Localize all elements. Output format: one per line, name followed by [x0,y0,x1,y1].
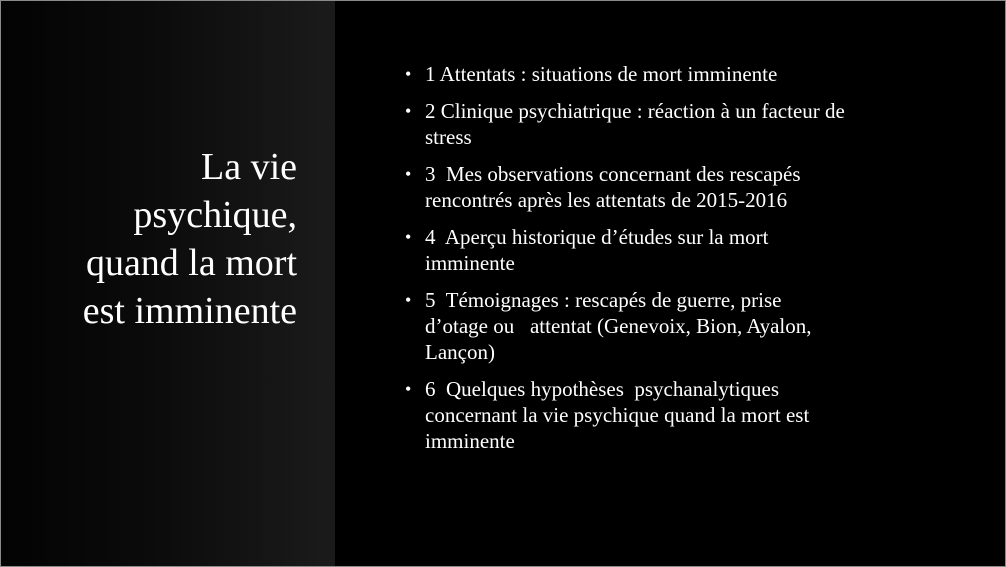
bullet-dot: • [405,164,412,184]
bullet-text: imminente [425,429,515,453]
bullet-item [401,287,941,365]
bullet-text: d’otage ou attentat (Genevoix, Bion, Ayalon, [425,314,812,338]
bullet-dot: • [405,64,412,84]
bullet-dot: • [405,101,412,121]
bullet-text: 5 Témoignages : rescapés de guerre, prise [425,288,782,312]
bullet-item [401,61,941,87]
bullet-text: imminente [425,251,515,275]
bullet-text: 4 Aperçu historique d’études sur la mort [425,225,769,249]
slide-title [21,143,297,335]
bullet-text: 1 Attentats : situations de mort imminente [425,62,778,86]
bullet-dot: • [405,227,412,247]
bullet-item [401,161,941,213]
bullet-item [401,224,941,276]
title-line: psychique, [133,194,297,236]
bullet-text: concernant la vie psychique quand la mort est [425,403,810,427]
bullet-text: 3 Mes observations concernant des rescapés [425,162,801,186]
title-line: La vie [200,146,297,188]
bullet-text: 2 Clinique psychiatrique : réaction à un facteur de [425,99,845,123]
title-panel [1,1,335,566]
bullet-item [401,98,941,150]
bullet-dot: • [405,379,412,399]
bullet-text: stress [425,125,472,149]
bullet-list [401,61,941,465]
bullet-text: rencontrés après les attentats de 2015-2016 [425,188,788,212]
bullet-text: Lançon) [425,340,495,364]
bullet-text: 6 Quelques hypothèses psychanalytiques [425,377,780,401]
bullet-dot: • [405,290,412,310]
bullet-item [401,376,941,454]
title-line: quand la mort [85,242,297,284]
title-line: est imminente [82,290,297,332]
